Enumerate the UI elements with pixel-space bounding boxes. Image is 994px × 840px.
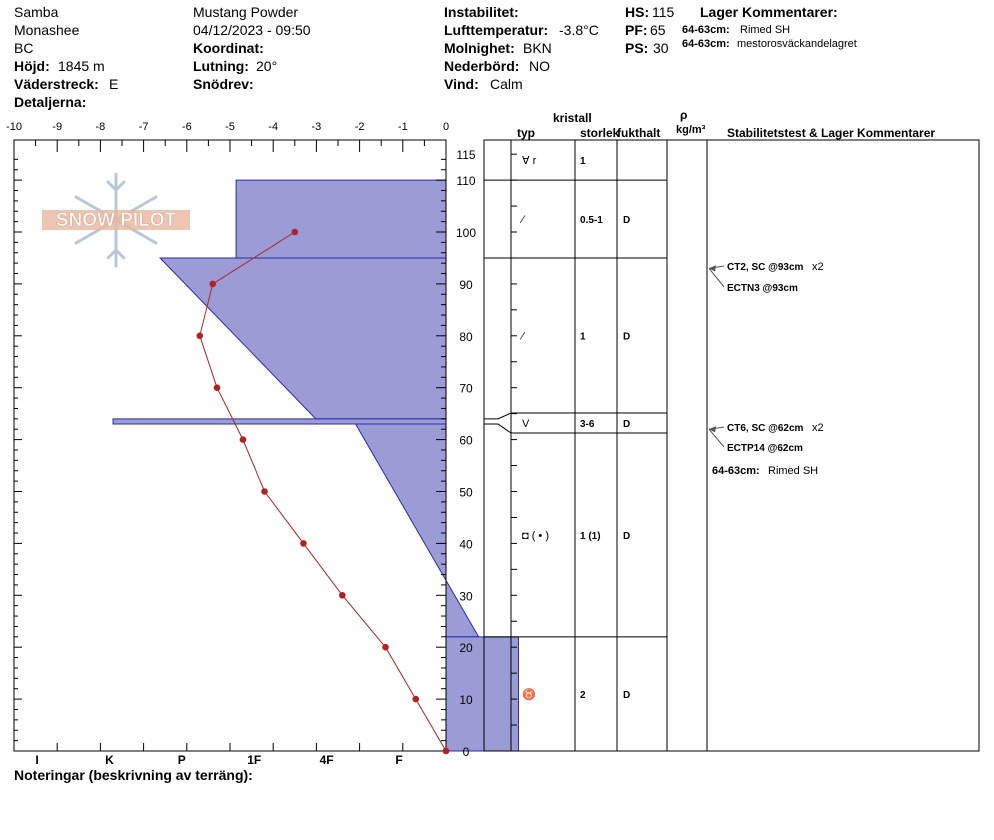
temp-tick-label: -8 bbox=[95, 121, 106, 133]
aspect-value: E bbox=[109, 76, 119, 92]
layer-connector bbox=[484, 424, 511, 433]
depth-tick-label: 115 bbox=[456, 148, 476, 163]
hardness-layer bbox=[236, 180, 446, 258]
stability-test-result: CT6, SC @62cm bbox=[727, 423, 804, 434]
moisture-value: D bbox=[623, 419, 631, 430]
depth-tick-label: 20 bbox=[459, 641, 473, 656]
hardness-tick-label: 1F bbox=[247, 753, 262, 767]
pf-label: PF: bbox=[625, 22, 648, 38]
temp-tick-label: -7 bbox=[138, 121, 149, 133]
stability-test-result: ECTP14 @62cm bbox=[727, 443, 803, 454]
crystal-size: 3-6 bbox=[580, 419, 595, 430]
temp-tick-label: -1 bbox=[397, 121, 408, 133]
precip-label: Nederbörd: bbox=[444, 58, 520, 74]
depth-tick-label: 70 bbox=[459, 381, 473, 396]
crystal-size: 1 bbox=[580, 331, 586, 343]
crystal-type-symbol: ⁄ bbox=[522, 330, 524, 343]
stability-arrow bbox=[709, 268, 724, 287]
crystal-header: kristall bbox=[553, 111, 592, 125]
hardness-tick-label: P bbox=[177, 753, 186, 767]
moisture-value: D bbox=[623, 689, 631, 701]
depth-tick-label: 100 bbox=[455, 226, 477, 240]
instability-label: Instabilitet: bbox=[444, 4, 519, 20]
crystal-size: 1 (1) bbox=[580, 530, 601, 542]
aspect-label: Väderstreck: bbox=[14, 76, 99, 92]
temperature-point bbox=[443, 748, 450, 755]
observation-datetime: 04/12/2023 - 09:50 bbox=[193, 22, 311, 38]
depth-tick-label: 60 bbox=[459, 433, 473, 448]
location: Samba bbox=[14, 4, 59, 20]
temperature-point bbox=[240, 436, 247, 443]
air-temp-value: -3.8°C bbox=[559, 22, 599, 38]
temp-tick-label: -6 bbox=[181, 121, 192, 133]
wind-value: Calm bbox=[490, 76, 523, 92]
temperature-point bbox=[300, 540, 307, 547]
temp-tick-label: -2 bbox=[354, 121, 365, 133]
pf-value: 65 bbox=[650, 22, 666, 38]
layer-connector bbox=[484, 413, 511, 419]
layer-comment-depth: 64-63cm: bbox=[682, 38, 730, 50]
depth-tick-label: 0 bbox=[462, 745, 470, 759]
temp-tick-label: -10 bbox=[6, 121, 22, 133]
crystal-type-symbol: V bbox=[522, 418, 530, 430]
logo-text: SNOW PILOT bbox=[55, 210, 177, 231]
hardness-tick-label: K bbox=[105, 753, 114, 767]
ps-label: PS: bbox=[625, 40, 649, 56]
layer-comment-depth: 64-63cm: bbox=[682, 24, 730, 36]
precip-value: NO bbox=[529, 58, 550, 74]
depth-tick-label: 40 bbox=[459, 537, 473, 552]
elevation-label: Höjd: bbox=[14, 58, 50, 74]
hardness-layer bbox=[113, 419, 446, 424]
terrain-notes-label: Noteringar (beskrivning av terräng): bbox=[14, 767, 253, 783]
moisture-header: fukthalt bbox=[617, 126, 661, 140]
coordinate-label: Koordinat: bbox=[193, 40, 264, 56]
crystal-type-symbol: ⁄ bbox=[522, 214, 524, 227]
stability-test-count: x2 bbox=[812, 261, 824, 273]
wind-drift-label: Snödrev: bbox=[193, 76, 254, 92]
wind-label: Vind: bbox=[444, 76, 479, 92]
temperature-point bbox=[261, 488, 268, 495]
temp-tick-label: 0 bbox=[442, 121, 450, 133]
temp-tick-label: -4 bbox=[268, 121, 279, 133]
crystal-size: 1 bbox=[580, 156, 586, 168]
slope-label: Lutning: bbox=[193, 58, 249, 74]
sky-value: BKN bbox=[523, 40, 552, 56]
temp-tick-label: -3 bbox=[311, 121, 322, 133]
operation-name: Mustang Powder bbox=[193, 4, 299, 20]
depth-tick-label: 90 bbox=[459, 277, 473, 292]
crystal-type-symbol: ♉ bbox=[522, 688, 536, 701]
hardness-layer bbox=[446, 637, 518, 751]
stability-test-result: CT2, SC @93cm bbox=[727, 262, 804, 273]
temperature-point bbox=[382, 644, 389, 651]
mountain-range: Monashee bbox=[14, 22, 80, 38]
stability-header: Stabilitetstest & Lager Kommentarer bbox=[727, 126, 936, 140]
crystal-size: 2 bbox=[580, 689, 586, 701]
depth-tick-label: 110 bbox=[456, 174, 476, 189]
air-temp-label: Lufttemperatur: bbox=[444, 22, 549, 38]
crystal-type-symbol: ∀ r bbox=[522, 155, 537, 168]
temperature-point bbox=[209, 281, 216, 288]
crystal-type-symbol: ◘ ( • ) bbox=[522, 529, 549, 542]
layer-comment-text: Rimed SH bbox=[740, 24, 791, 36]
hs-label: HS: bbox=[625, 4, 650, 20]
hardness-tick-label: I bbox=[35, 753, 39, 767]
temp-tick-label: -9 bbox=[52, 121, 63, 133]
density-rho-header: ρ bbox=[680, 108, 688, 122]
hardness-layer bbox=[356, 424, 479, 637]
stability-test-count: x2 bbox=[812, 422, 824, 434]
depth-tick-label: 10 bbox=[459, 693, 473, 708]
ps-value: 30 bbox=[653, 40, 669, 56]
moisture-value: D bbox=[623, 331, 631, 343]
depth-tick-label: 50 bbox=[459, 485, 473, 500]
temperature-point bbox=[292, 229, 299, 236]
crystal-size: 0.5-1 bbox=[580, 215, 603, 227]
size-header: storlek bbox=[580, 126, 620, 140]
depth-tick-label: 80 bbox=[459, 329, 473, 344]
moisture-value: D bbox=[623, 530, 631, 542]
details-label: Detaljerna: bbox=[14, 94, 87, 110]
type-header: typ bbox=[517, 126, 535, 140]
sky-label: Molnighet: bbox=[444, 40, 515, 56]
hardness-tick-label: F bbox=[395, 753, 403, 767]
region: BC bbox=[14, 40, 34, 56]
depth-tick-label: 30 bbox=[459, 589, 473, 604]
stability-comment-text: Rimed SH bbox=[768, 465, 819, 477]
layer-comments-title: Lager Kommentarer: bbox=[700, 4, 838, 20]
temperature-point bbox=[196, 333, 203, 340]
stability-test-result: ECTN3 @93cm bbox=[727, 283, 798, 294]
hardness-tick-label: 4F bbox=[319, 753, 334, 767]
stability-comment-depth: 64-63cm: bbox=[712, 465, 760, 477]
density-unit-header: kg/m³ bbox=[676, 124, 706, 136]
temperature-point bbox=[339, 592, 346, 599]
stability-arrowhead bbox=[709, 426, 716, 432]
stability-arrow bbox=[709, 429, 724, 447]
hs-value: 115 bbox=[652, 4, 675, 20]
temperature-point bbox=[412, 696, 419, 703]
temperature-point bbox=[214, 384, 221, 391]
temp-tick-label: -5 bbox=[225, 121, 235, 133]
elevation-value: 1845 m bbox=[58, 58, 105, 74]
slope-value: 20° bbox=[256, 58, 278, 74]
layer-comment-text: mestorosväckandelagret bbox=[737, 38, 857, 50]
hardness-layer bbox=[160, 258, 446, 419]
moisture-value: D bbox=[623, 215, 631, 227]
